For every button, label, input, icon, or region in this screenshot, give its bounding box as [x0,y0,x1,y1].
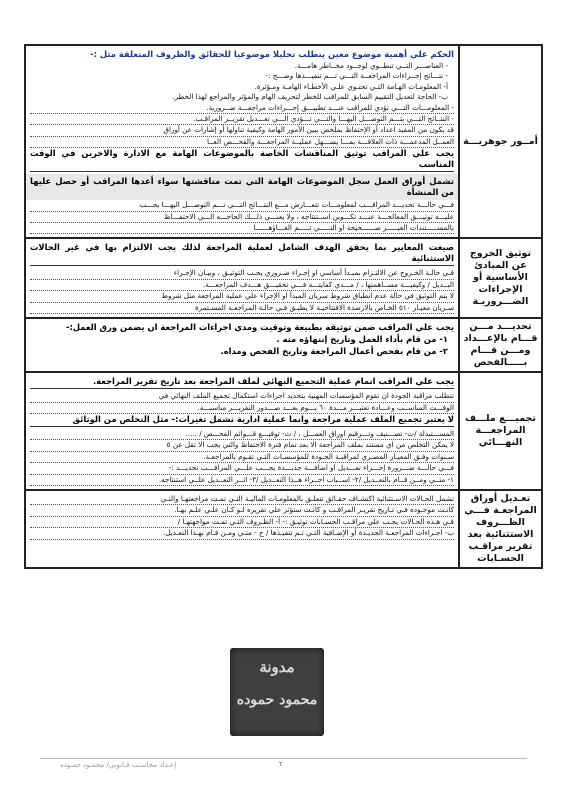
text-line: المســـتبدلة /ت- تصـــنيف وتـــرقيم اوراق العمـــل ، / ث- توقيـــع قـــوائم الفحـــص / ..... [30,429,454,440]
footer-divider [40,758,527,759]
section-title: تعـديل أوراق المراجعـة فـــي الظـــروف الاستثنائية بعد تقرير مراقـب الحسـابات [464,492,537,564]
blog-logo [230,648,324,736]
text-line: البــديل / وكيفيـــة مســاهمتها ، / مـــدي كفايتـــه فـــي تحقيـــق هـــدف المراجعـــة. [30,280,454,291]
text-line: ب- اجـراءات المراجعـة الجديـدة أو الإضـافية التـي تـم تنفيـذها / ج - متـي ومـن قـام بهـذا التعـديل. [30,528,454,539]
section-heading: يجب علي المراقب توثيق المناقشات الخاصة بالموضوعات الهامة مع الادارة والاخرين في الوقت المناسب [30,148,454,172]
text-line: سـنوات وفـق المعيـار المصـري لمراقبـة الجـودة للمؤسسـات التـي تقـوم بالمراجعـة. [30,452,454,463]
section-heading: الحكم علي أهمية موضوع معين يتطلب تحليلا موضوعيا للحقائق والظروف المتعلقة مثل :- [90,49,454,59]
list-item: ١- من قام بأداء العمل وتاريخ إنتهاؤه منه . [276,334,448,345]
text-line: بالمســـــتندات الغيـــــر صــــــحيحة او التـــــي تـــــم الغـــاؤهــــــا [30,223,454,234]
text-line: كانـت موجـوده فـي تـاريخ تقريـر المراقـب و كانـت ستؤثر علي تقريره لـو كـان علـي علـم بهـا. [30,505,454,516]
text-line: فـي حالـة الخـروج عن الالتـزام بمبـدأ أساسي او إجـراء ضـروري يجـب التوثيـق ، وبيـان الإجـراء [30,268,454,279]
text-line: قد يكون من المفيد اعداد أو الإحتفاظ بملخص يبين الأمور الهامة وكيفية تناولها أو إشارات عن أوراق [30,125,454,136]
page-number: ٢ [279,760,283,768]
section-content [26,319,460,371]
section-content [26,491,460,567]
highlighted-note: تشمل أوراق العمل سجل الموضوعات الهامة التي تمت مناقشتها سواء أعدها المراقب أو حصل عليها من المنشأة [26,174,458,200]
section-heading: صيغت المعايير بما يحقق الهدف الشامل لعملية المراجعة لذلك يجب الالتزام بها في غير الحالات الاستثنائية [30,242,454,266]
logo-line-1: مدونة [259,658,295,676]
text-line: - المعلومـــات التـــي تؤدي للمراقب عنـــد تطبيـــق إجـــراءات مراجعـــة ضــرورية. [30,103,454,114]
footer-credit: إعـداد محاسـب قـانوني/ محمـود حمـوده [60,761,177,769]
text-line: تشمل الحـالات الاسـتثنائية اكتشـاف حقـائق تتعلـق بالمعلومـات الماليـة التـي تمـت مراجعتهـا والتـي [30,494,454,505]
document-table [24,44,543,569]
section-title: تجميـــع ملـــف المراجعـــة النهـــائي [464,413,536,449]
list-item: أ- المعلومـات الهـامة التـي تحتـوي علـي الأخطـاء الهامـة ومـؤثرة. [254,81,448,91]
section-row [26,319,541,373]
text-line: الوقـــت المناســب وعـــادة تعتبـــر مـــدة ٦٠ يـــوم بعـــد صـــدور التقريـــر مناسبـــة. [30,403,454,414]
section-content [26,373,460,489]
section-title: أمــور جوهريـــة [463,135,538,147]
section-heading: يجب علي المراقب اتمام عملية التجميع النهائي لملف المراجعة بعد تاريخ تقرير المراجعة. [30,376,454,389]
section-row [26,46,541,239]
text-line: عليـــه توثيـــق المعالجـــة عنـــد تكـــوين اســتنتاجه ، ولا يعنـــي ذلـــك الحاجـــه الـــي الاحتفـــاظ [30,212,454,223]
text-line: لا يمكن التخلص من اي مستند بملف المراجعة الا بعد تمام فترة الاحتفاظ والتي يجب الا تقل عن ٥ [30,440,454,451]
text-line: فـي هـذه الحـالات يجـب علي مراقـب الحسـابات توثيـق :- أ- الظـروف التـي تمـت مواجهتهـا / [30,517,454,528]
text-line: فـــي حالـــة ضـــرورة إجـــراء تعـــديل او اضافـــة جديـــدة يجـــب علـــي المراقـــب تحديـــد :- [30,463,454,474]
list-item: ب- الحاجة لتعديل التقييم السابق للمراقب للخطر لتحريف الهام والمؤثر والمراجع لهذا الخطر. [172,92,448,102]
text-line: ١- متــي ومــن قــام بالتعــديل /٢- اســباب اجــراء هــذا التعــديل /٣- اثــر التعــديل علــي استنتاجه. [30,475,454,486]
section-title: توثيق الخروج عن المبادئ الأساسية أو الإجراءات الضـــروريـة [469,248,532,308]
section-content [26,46,460,237]
section-heading: يجب علي المراقب ضمن توثيقه بطبيعة وتوقيت ومدي اجراءات المراجعة ان يضمن ورق العمل:- [65,322,454,333]
section-title: تحديـــد مـــن قـــام بالإعـــداد ومـــن قـــام بـــــالفحص [463,321,538,369]
list-item: - العناصـــر التــي تنطــوي لوجــود مخــاطر هامـــة. [294,61,448,70]
list-item: - نتـــائج إجــراءات المراجعــة التـــي تـــم تنفيـــذها وضـــح :- [265,71,448,81]
section-content [26,239,460,317]
text-line: العمــل المدعمـــة ذات العلاقـــة بمـــا يســـهل عمليــة المراجعـــة والفحـــص العــا [30,137,454,148]
section-row [26,239,541,319]
text-line: لا يتم التوثيق في حالة عدم انطباق شروط سريان المبدأ او الإجراء علي عملية المراجعة مثل شروط [30,291,454,302]
section-row [26,491,541,567]
section-heading: لا يعتبر تجميع الملف عملية مراجعة وانما عملية ادارية تشمل تغيرات:- مثل التخلص من الوثائق [30,414,454,427]
list-item: ٢- من قام بفحص أعمال المراجعة وتاريخ الفحص ومداه. [220,346,448,357]
logo-line-2: محمود حموده [236,692,318,708]
text-line: فـــي حالـــة تحديـــد المراقـــب لمعلومـــات تتعـــارض مـــع النتـــائج التـــي تـــم التوصـــل اليهـــا يجـــب [30,200,454,211]
text-line: - النتــائج التـــي يتـــم التوصـــل اليهـــا والتـــي تـــؤدي الـــي تعـــديل تقريــر المراقـب. [30,114,454,125]
section-row [26,373,541,491]
text-line: سـريان معيـار ٥١٠ الخـاص بالارصدة الافتتاحيـة لا يطبـق فـي حالـة المراجعـة المسـتمرة [30,303,454,314]
text-line: تتطلب مراقبة الجودة ان تقوم المؤسسات المهنية بتحديد اجراءات استكمال تجميع الملف النهائي في [30,391,454,402]
